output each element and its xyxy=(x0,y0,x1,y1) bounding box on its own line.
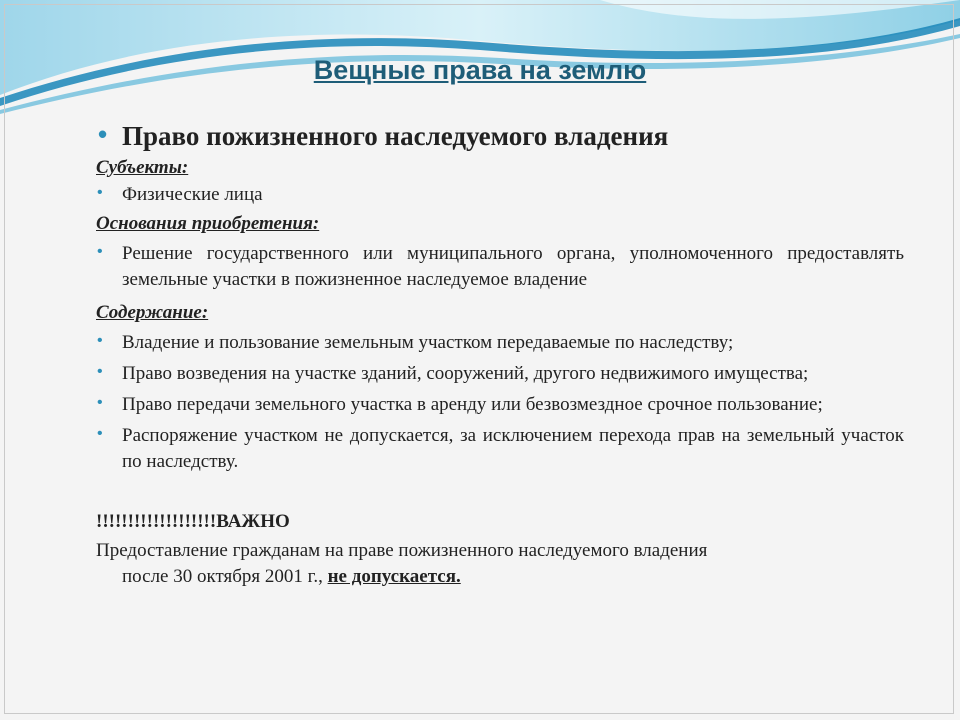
list-item xyxy=(96,392,904,418)
bullet-icon: • xyxy=(97,332,103,349)
important-note xyxy=(96,538,904,590)
list-item-text: Право передачи земельного участка в аренду или безвозмездное срочное пользование; xyxy=(122,394,823,415)
list-item xyxy=(96,241,904,293)
bullet-icon: • xyxy=(97,425,103,442)
note-line-2-emphasis: не допускается. xyxy=(327,566,461,587)
bullet-icon: • xyxy=(98,119,108,149)
main-point-text: Право пожизненного наследуемого владения xyxy=(122,121,669,151)
bullet-icon: • xyxy=(97,363,103,380)
list-item-text: Право возведения на участке зданий, сооружений, другого недвижимого имущества; xyxy=(122,363,809,384)
bullet-icon: • xyxy=(97,394,103,411)
important-heading: !!!!!!!!!!!!!!!!!!!ВАЖНО xyxy=(96,511,290,532)
bullet-icon: • xyxy=(97,184,103,201)
list-item-text: Владение и пользование земельным участком передаваемые по наследству; xyxy=(122,332,734,353)
list-item xyxy=(96,361,904,387)
list-item xyxy=(96,423,904,475)
list-item xyxy=(96,330,904,356)
bullet-icon: • xyxy=(97,243,103,260)
list-item-text: Решение государственного или муниципального органа, уполномоченного предоставлять земельные участки в пожизненное наследуемое владение xyxy=(122,243,904,290)
note-line-2-prefix: после 30 октября 2001 г., xyxy=(122,566,328,587)
slide-content xyxy=(96,118,904,590)
list-item xyxy=(96,182,904,208)
list-item-text: Физические лица xyxy=(122,184,263,205)
section-heading-grounds: Основания приобретения: xyxy=(96,213,320,234)
note-line-2 xyxy=(96,564,904,590)
section-heading-content: Содержание: xyxy=(96,302,209,323)
list-item-text: Распоряжение участком не допускается, за исключением перехода прав на земельный участок по наследству. xyxy=(122,425,904,472)
note-line-1: Предоставление гражданам на праве пожизненного наследуемого владения xyxy=(96,540,708,561)
section-heading-subjects: Субъекты: xyxy=(96,157,189,178)
slide-title: Вещные права на землю xyxy=(313,55,647,85)
main-point xyxy=(96,118,904,154)
